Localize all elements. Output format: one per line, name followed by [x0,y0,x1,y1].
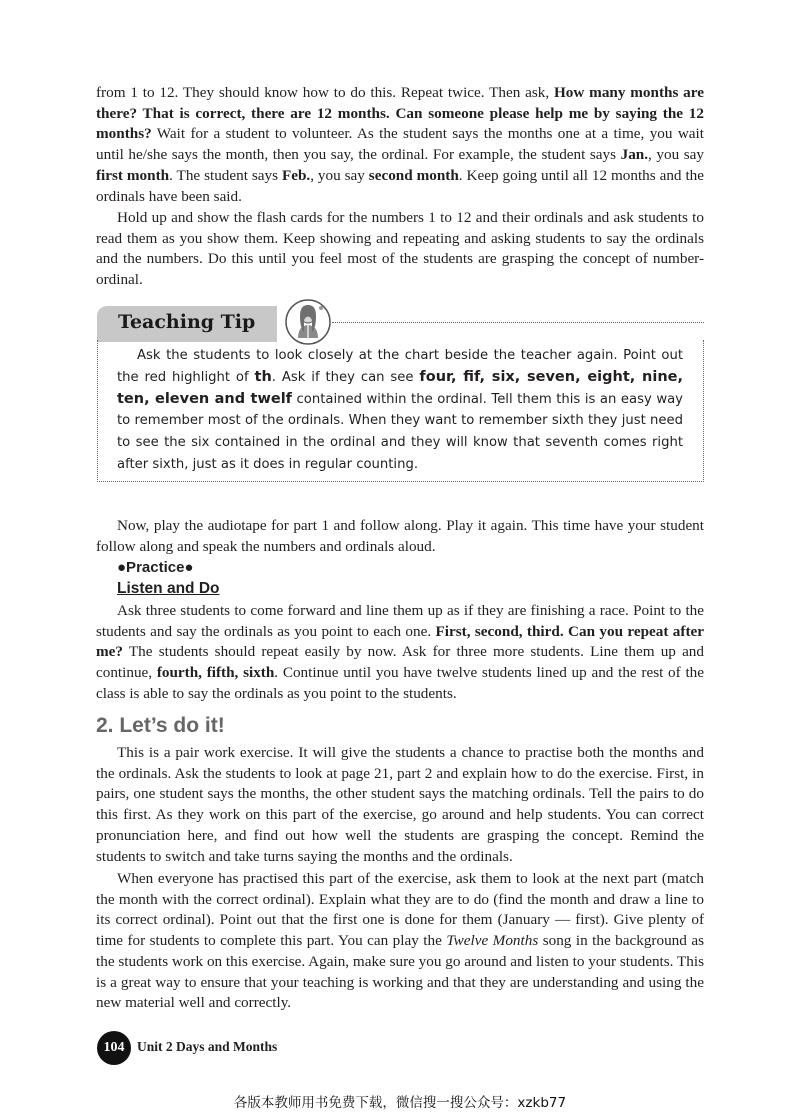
bold-run: fourth, fifth, sixth [156,664,275,682]
bold-run: First, second, third. Can you repeat after me? [96,622,704,661]
bold-run: Feb. [281,166,311,184]
bold-run: th [254,368,272,385]
running-footer-unit: Unit 2 Days and Months [137,1039,278,1054]
teaching-tip-label: Teaching Tip [118,311,256,333]
text-run: song in the background as the students work on this exercise. Again, make sure you go around and listen to your students. This is a great way to ensure that your teaching is working and that they are understanding and using the new material well and correctly. [96,932,704,1012]
text-run: . Keep going until all 12 months and the ordinals have been said. [96,166,704,205]
text-run: from 1 to 12. They should know how to do this. Repeat twice. Then ask, [96,84,554,101]
text-run: This is a pair work exercise. It will give the students a chance to practise both the months and the ordinals. Ask the students to look at page 21, part 2 and explain how to do the exercise. First, in pairs, one student says the months, the other student says the matching ordinals. Tell the pairs to do this first. As they work on this part of the exercise, go around and help students. You can correct pronunciation here, and find out how well the students are grasping the concept. Remind the students to switch and take turns saying the months and the ordinals. [96,744,704,865]
paragraph-6 [96,869,704,1014]
practice-heading: ●Practice● [117,559,194,576]
bold-run: second month [368,166,459,184]
bold-run: first month [96,166,170,184]
paragraph-4 [96,601,704,705]
text-run: Wait for a student to volunteer. As the student says the months one at a time, you wait until he/she says the month, then you say, the ordinal. For example, the student says [96,125,704,164]
bold-run: How many months are there? That is correct, there are 12 months. Can someone please help me by saying the 12 months? [96,84,704,143]
text-run: . Ask if they can see [271,369,420,385]
paragraph-1 [96,83,704,207]
paragraph-5 [96,743,704,867]
bold-run: Jan. [620,146,649,164]
paragraph-3 [96,516,704,557]
text-run: When everyone has practised this part of the exercise, ask them to look at the next part (match the month with the correct ordinal). Explain what they are to do (find the month and draw a line to its correct ordinal). Point out that the first one is done for them (January — first). Give plenty of time for students to complete this part. You can play the [96,870,704,950]
text-run: , you say [310,166,369,184]
paragraph-2 [96,208,704,291]
download-footer: 各版本教师用书免费下载，微信搜一搜公众号：xzkb77 [233,1095,567,1111]
text-run: Now, play the audiotape for part 1 and follow along. Play it again. This time have your student follow along and speak the numbers and ordinals aloud. [96,517,704,555]
text-run: Ask three students to come forward and line them up as if they are finishing a race. Point to the students and say the ordinals as you point to each one. [96,602,704,640]
teaching-tip-text [117,345,683,476]
text-run: . Continue until you have twelve students lined up and the rest of the class is able to say the ordinals as you point to the students. [96,664,704,702]
bold-run: four, fif, six, seven, eight, nine, ten, eleven and twelf [117,368,684,407]
section-title: 2. Let’s do it! [96,714,225,737]
listen-and-do-heading: Listen and Do [117,580,220,597]
teacher-portrait-icon [284,298,332,346]
text-run: . The student says [169,166,282,184]
text-run: Ask the students to look closely at the chart beside the teacher again. Point out the red highlight of [117,348,683,385]
text-run: , you say [648,146,704,164]
italic-run: Twelve Months [446,932,539,950]
text-run: Hold up and show the flash cards for the numbers 1 to 12 and their ordinals and ask students to read them as you show them. Keep showing and repeating and asking students to say the ordinals and the numbers. Do this until you feel most of the students are grasping the concept of number-ordinal. [96,209,704,289]
page-number: 104 [97,1031,131,1065]
text-run: The students should repeat easily by now. Ask for three more students. Line them up and continue, [96,643,704,682]
tip-border-top [332,322,704,323]
text-run: contained within the ordinal. Tell them this is an easy way to remember most of the ordinals. When they want to remember sixth they just need to see the six contained in the ordinal and they will know that seventh comes right after sixth, just as it does in regular counting. [117,391,683,472]
